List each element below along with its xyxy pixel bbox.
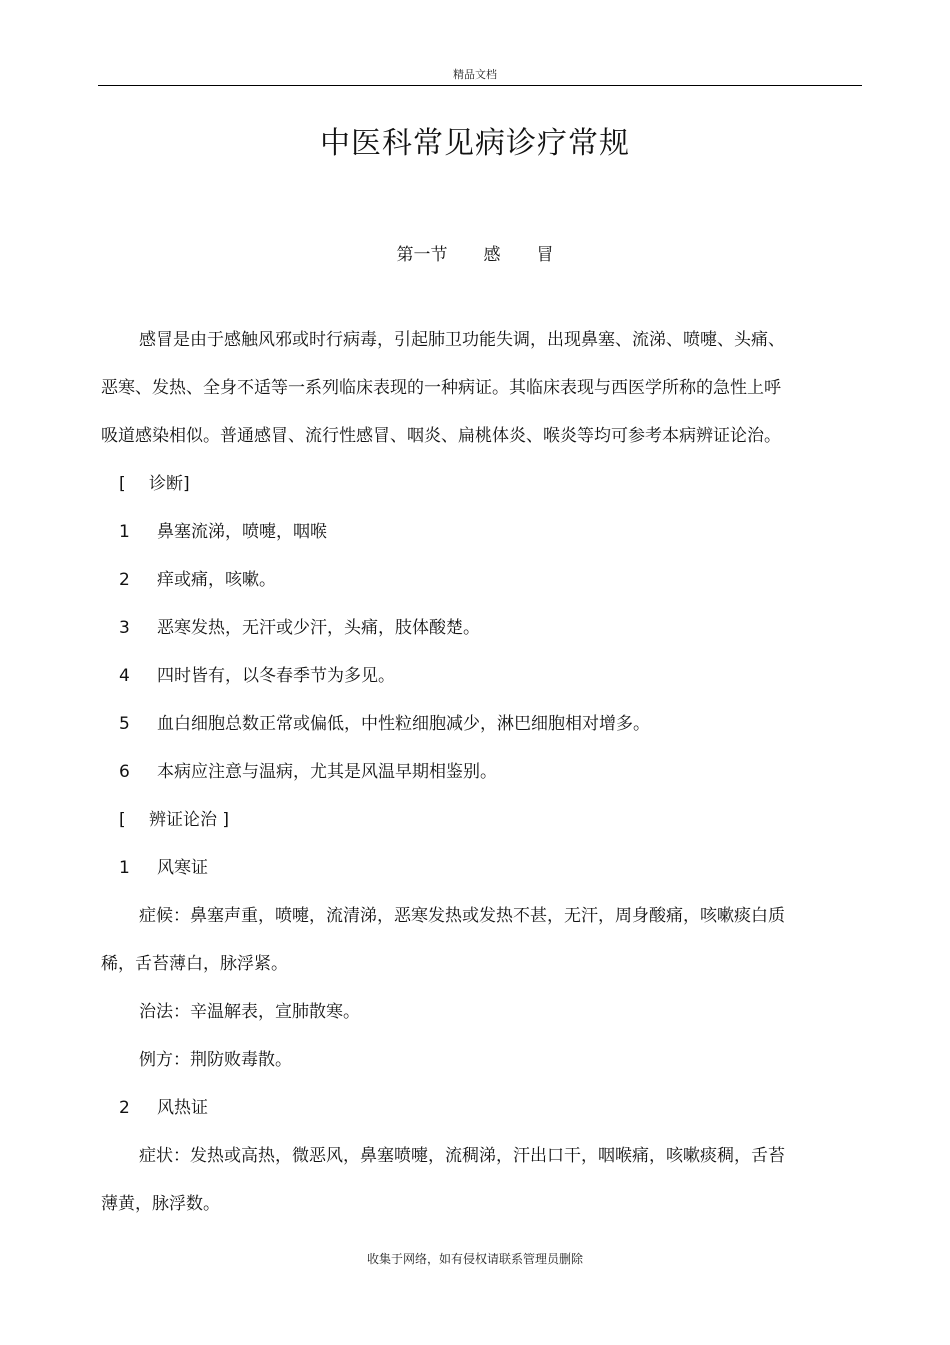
diagnosis-item-text: 鼻塞流涕，喷嚏，咽喉 <box>157 522 327 542</box>
diagnosis-item-number: 5 <box>119 714 130 734</box>
section-name-char-2: 冒 <box>536 245 554 265</box>
diagnosis-item-number: 1 <box>119 522 130 542</box>
diagnosis-item <box>119 760 497 784</box>
wind-cold-formula: 例方：荆防败毒散。 <box>139 1050 292 1070</box>
page-footer: 收集于网络，如有侵权请联系管理员删除 <box>366 1252 583 1266</box>
page-header: 精品文档 <box>453 68 497 81</box>
section-number: 第一节 <box>396 245 448 265</box>
diagnosis-item-number: 4 <box>119 666 130 686</box>
wind-heat-symptoms-line-2: 薄黄，脉浮数。 <box>101 1194 220 1214</box>
wind-heat-heading <box>119 1096 208 1120</box>
section-name-char-1: 感 <box>483 245 501 265</box>
intro-line-2: 恶寒、发热、全身不适等一系列临床表现的一种病证。其临床表现与西医学所称的急性上呼 <box>101 378 781 398</box>
diagnosis-item <box>119 520 327 544</box>
treatment-label: 辨证论治 ] <box>149 810 230 830</box>
diagnosis-item <box>119 712 650 736</box>
intro-line-3: 吸道感染相似。普通感冒、流行性感冒、咽炎、扁桃体炎、喉炎等均可参考本病辨证论治。 <box>101 426 781 446</box>
diagnosis-item-text: 本病应注意与温病，尤其是风温早期相鉴别。 <box>157 762 497 782</box>
diagnosis-open-bracket: [ <box>119 474 126 494</box>
header-rule <box>98 85 862 86</box>
wind-heat-number: 2 <box>119 1098 130 1118</box>
diagnosis-item-text: 血白细胞总数正常或偏低，中性粒细胞减少，淋巴细胞相对增多。 <box>157 714 650 734</box>
intro-line-1: 感冒是由于感触风邪或时行病毒，引起肺卫功能失调，出现鼻塞、流涕、喷嚏、头痛、 <box>139 330 785 350</box>
diagnosis-item <box>119 664 395 688</box>
wind-heat-symptoms-line-1: 症状：发热或高热，微恶风，鼻塞喷嚏，流稠涕，汗出口干，咽喉痛，咳嗽痰稠，舌苔 <box>139 1146 785 1166</box>
document-title: 中医科常见病诊疗常规 <box>320 126 630 161</box>
wind-cold-symptoms-line-1: 症候：鼻塞声重，喷嚏，流清涕，恶寒发热或发热不甚，无汗，周身酸痛，咳嗽痰白质 <box>139 906 785 926</box>
wind-cold-method: 治法：辛温解表，宣肺散寒。 <box>139 1002 360 1022</box>
diagnosis-item-number: 6 <box>119 762 130 782</box>
diagnosis-item-text: 痒或痛，咳嗽。 <box>157 570 276 590</box>
wind-heat-name: 风热证 <box>157 1098 208 1118</box>
diagnosis-item-number: 2 <box>119 570 130 590</box>
treatment-open-bracket: [ <box>119 810 126 830</box>
treatment-heading <box>119 808 229 832</box>
diagnosis-item-number: 3 <box>119 618 130 638</box>
diagnosis-label: 诊断] <box>149 474 190 494</box>
wind-cold-name: 风寒证 <box>157 858 208 878</box>
diagnosis-item-text: 四时皆有，以冬春季节为多见。 <box>157 666 395 686</box>
diagnosis-item <box>119 616 480 640</box>
wind-cold-symptoms-line-2: 稀，舌苔薄白，脉浮紧。 <box>101 954 288 974</box>
section-heading <box>0 240 950 265</box>
diagnosis-item <box>119 568 276 592</box>
diagnosis-item-text: 恶寒发热，无汗或少汗，头痛，肢体酸楚。 <box>157 618 480 638</box>
wind-cold-number: 1 <box>119 858 130 878</box>
wind-cold-heading <box>119 856 208 880</box>
diagnosis-heading <box>119 472 190 496</box>
